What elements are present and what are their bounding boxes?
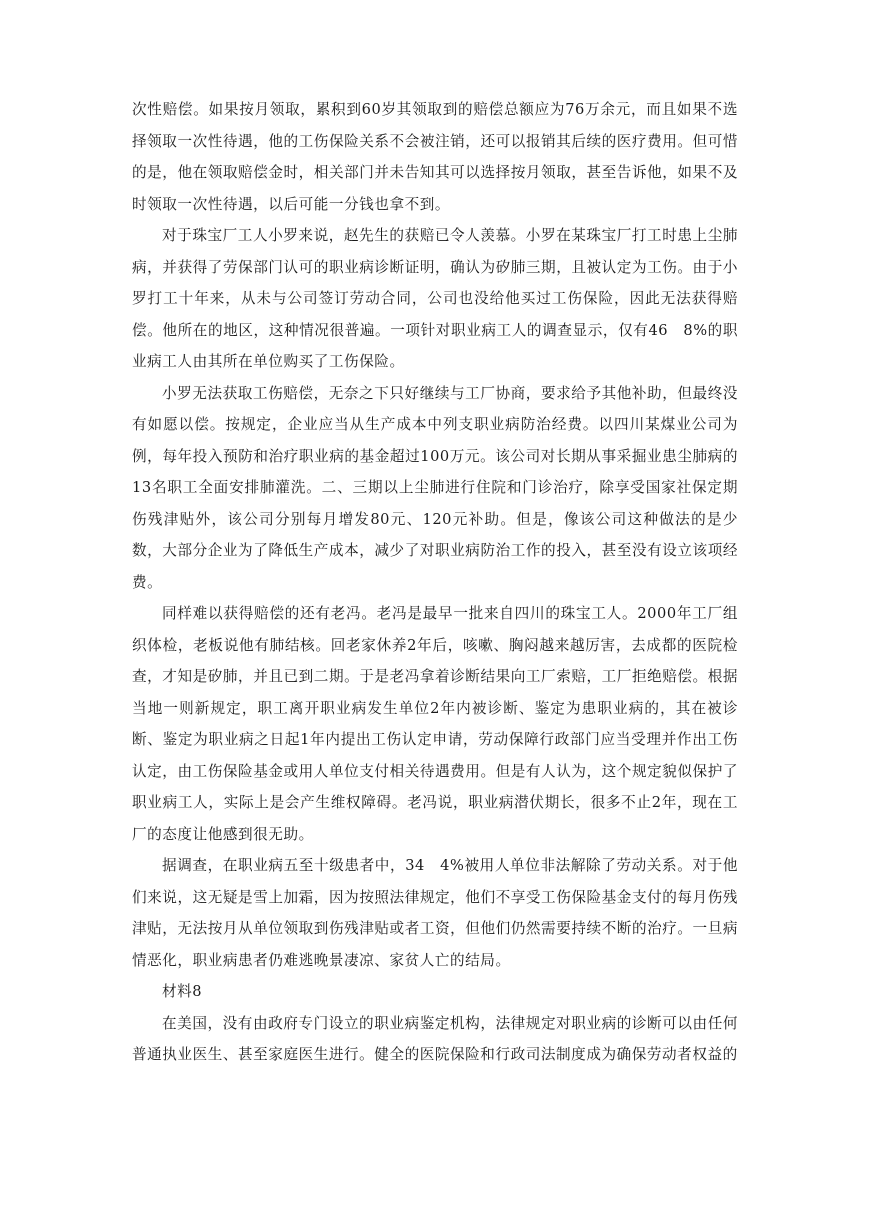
paragraph-6: 在美国，没有由政府专门设立的职业病鉴定机构，法律规定对职业病的诊断可以由任何普通执业医生、甚至家庭医生进行。健全的医院保险和行政司法制度成为确保劳动者权益的	[132, 1014, 738, 1063]
paragraph-4: 同样难以获得赔偿的还有老冯。老冯是最早一批来自四川的珠宝工人。2000年工厂组织体检，老板说他有肺结核。回老家休养2年后，咳嗽、胸闷越来越厉害，去成都的医院检查，才知是矽肺，并且已到二期。于是老冯拿着诊断结果向工厂索赔，工厂拒绝赔偿。根据当地一则新规定，职工离开职业病发生单位2年内被诊断、鉴定为患职业病的，其在被诊断、鉴定为职业病之日起1年内提出工伤认定申请，劳动保障行政部门应当受理并作出工伤认定，由工伤保险基金或用人单位支付相关待遇费用。但是有人认为，这个规定貌似保护了职业病工人，实际上是会产生维权障碍。老冯说，职业病潜伏期长，很多不止2年，现在工厂的态度让他感到很无助。	[132, 605, 738, 843]
paragraph-1: 次性赔偿。如果按月领取，累积到60岁其领取到的赔偿总额应为76万余元，而且如果不选择领取一次性待遇，他的工伤保险关系不会被注销，还可以报销其后续的医疗费用。但可惜的是，他在领取赔偿金时，相关部门并未告知其可以选择按月领取，甚至告诉他，如果不及时领取一次性待遇，以后可能一分钱也拿不到。	[132, 101, 738, 213]
document-body	[132, 94, 738, 1071]
paragraph-5: 据调查，在职业病五至十级患者中，34 4%被用人单位非法解除了劳动关系。对于他们来说，这无疑是雪上加霜，因为按照法律规定，他们不享受工伤保险基金支付的每月伤残津贴，无法按月从单位领取到伤残津贴或者工资，但他们仍然需要持续不断的治疗。一旦病情恶化，职业病患者仍难逃晚景凄凉、家贫人亡的结局。	[132, 857, 738, 969]
section-heading-material-8: 材料8	[162, 983, 203, 1000]
paragraph-3: 小罗无法获取工伤赔偿，无奈之下只好继续与工厂协商，要求给予其他补助，但最终没有如愿以偿。按规定，企业应当从生产成本中列支职业病防治经费。以四川某煤业公司为例，每年投入预防和治疗职业病的基金超过100万元。该公司对长期从事采掘业患尘肺病的13名职工全面安排肺灌洗。二、三期以上尘肺进行住院和门诊治疗，除享受国家社保定期伤残津贴外，该公司分别每月增发80元、120元补助。但是，像该公司这种做法的是少数，大部分企业为了降低生产成本，减少了对职业病防治工作的投入，甚至没有设立该项经费。	[132, 384, 738, 591]
paragraph-2: 对于珠宝厂工人小罗来说，赵先生的获赔已令人羡慕。小罗在某珠宝厂打工时患上尘肺病，并获得了劳保部门认可的职业病诊断证明，确认为矽肺三期，且被认定为工伤。由于小罗打工十年来，从未与公司签订劳动合同，公司也没给他买过工伤保险，因此无法获得赔偿。他所在的地区，这种情况很普遍。一项针对职业病工人的调查显示，仅有46 8%的职业病工人由其所在单位购买了工伤保险。	[132, 227, 738, 370]
